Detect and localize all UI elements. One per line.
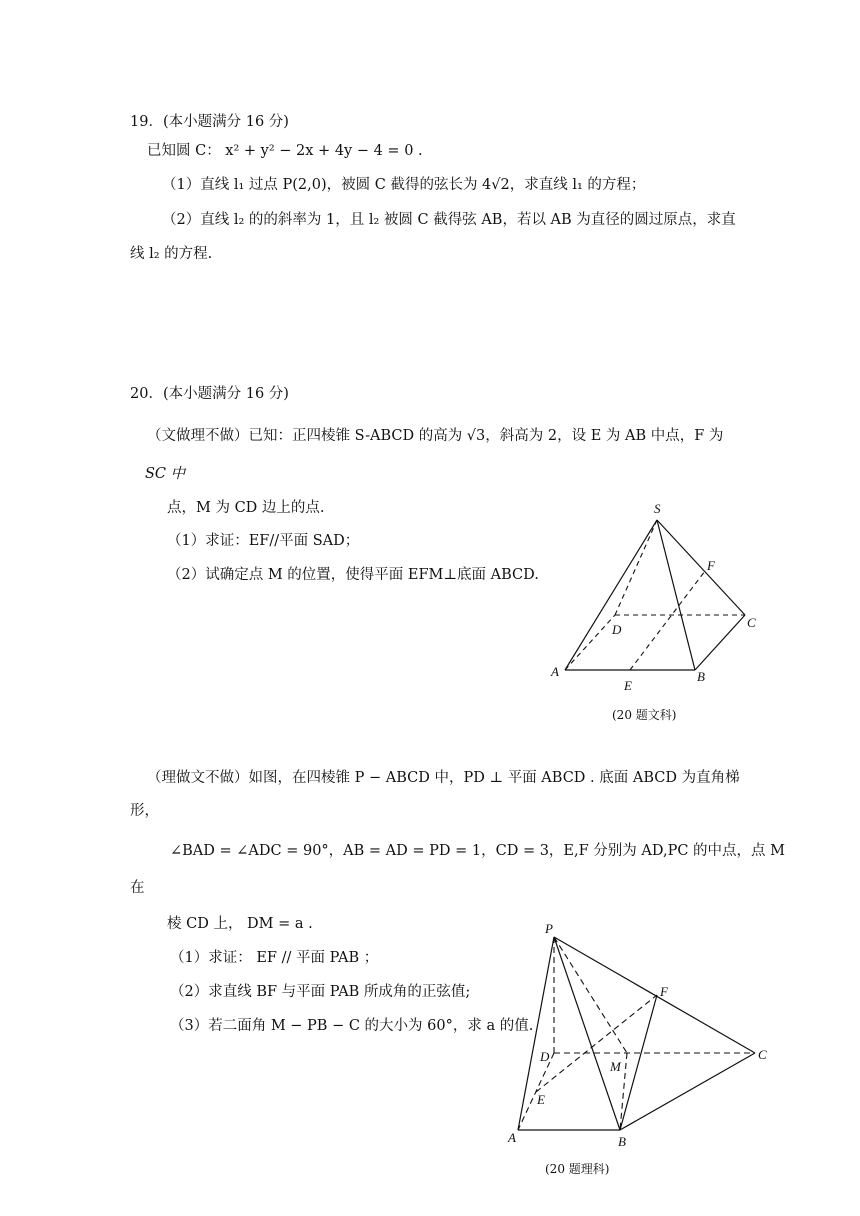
label-B: B	[618, 1134, 626, 1149]
label-A: A	[551, 664, 559, 679]
q20-li-conditions-line2: 在	[130, 880, 145, 896]
label-S: S	[654, 501, 661, 516]
q19-given: 已知圆 C： x² + y² − 2x + 4y − 4 = 0 .	[147, 143, 423, 159]
q20-wen-intro-line2: SC 中	[145, 466, 186, 482]
q20-wen-part1: （1）求证：EF//平面 SAD；	[167, 533, 360, 549]
label-F: F	[707, 558, 715, 573]
q19-header: 19．(本小题满分 16 分)	[130, 114, 289, 130]
q20-li-figure-caption: (20 题理科)	[545, 1162, 610, 1176]
label-D: D	[612, 622, 622, 637]
q20-header: 20．(本小题满分 16 分)	[130, 386, 289, 402]
q20-li-intro-line2: 形，	[130, 803, 159, 819]
q20-li-part3: （3）若二面角 M − PB − C 的大小为 60°，求 a 的值.	[170, 1018, 534, 1034]
q19-part2-line1: （2）直线 l₂ 的的斜率为 1，且 l₂ 被圆 C 截得弦 AB，若以 AB 为直径的圆过原点，求直	[162, 212, 736, 228]
q20-li-part1: （1）求证： EF // 平面 PAB ；	[170, 950, 379, 966]
q20-li-intro-line1: （理做文不做）如图，在四棱锥 P − ABCD 中，PD ⊥ 平面 ABCD . 底面 ABCD 为直角梯	[147, 770, 740, 786]
label-C: C	[747, 615, 756, 630]
label-D: D	[540, 1049, 550, 1064]
q19-part1: （1）直线 l₁ 过点 P(2,0)，被圆 C 截得的弦长为 4√2，求直线 l₁ 的方程；	[162, 177, 646, 193]
q20-wen-part2: （2）试确定点 M 的位置，使得平面 EFM⊥底面 ABCD.	[167, 567, 539, 583]
q19-part2-line2: 线 l₂ 的方程.	[130, 246, 213, 262]
label-F: F	[660, 984, 668, 999]
q20-wen-figure-caption: (20 题文科)	[612, 708, 677, 722]
q20-li-pyramid-figure	[500, 915, 780, 1155]
q20-li-conditions-line1: ∠BAD = ∠ADC = 90°，AB = AD = PD = 1，CD = 3，E,F 分别为 AD,PC 的中点，点 M	[170, 843, 786, 859]
label-M: M	[610, 1059, 621, 1074]
q20-wen-intro-line3: 点，M 为 CD 边上的点.	[167, 500, 325, 516]
q20-wen-intro-line1: （文做理不做）已知：正四棱锥 S-ABCD 的高为 √3，斜高为 2，设 E 为 AB 中点，F 为	[147, 428, 724, 444]
label-A: A	[508, 1130, 516, 1145]
q20-wen-pyramid-figure	[540, 495, 770, 695]
label-E: E	[537, 1092, 545, 1107]
label-P: P	[545, 921, 553, 936]
q20-li-conditions-line3: 棱 CD 上， DM = a .	[167, 916, 313, 932]
label-B: B	[697, 669, 705, 684]
label-E: E	[624, 678, 632, 693]
label-C: C	[758, 1047, 767, 1062]
q20-li-part2: （2）求直线 BF 与平面 PAB 所成角的正弦值;	[170, 984, 471, 1000]
